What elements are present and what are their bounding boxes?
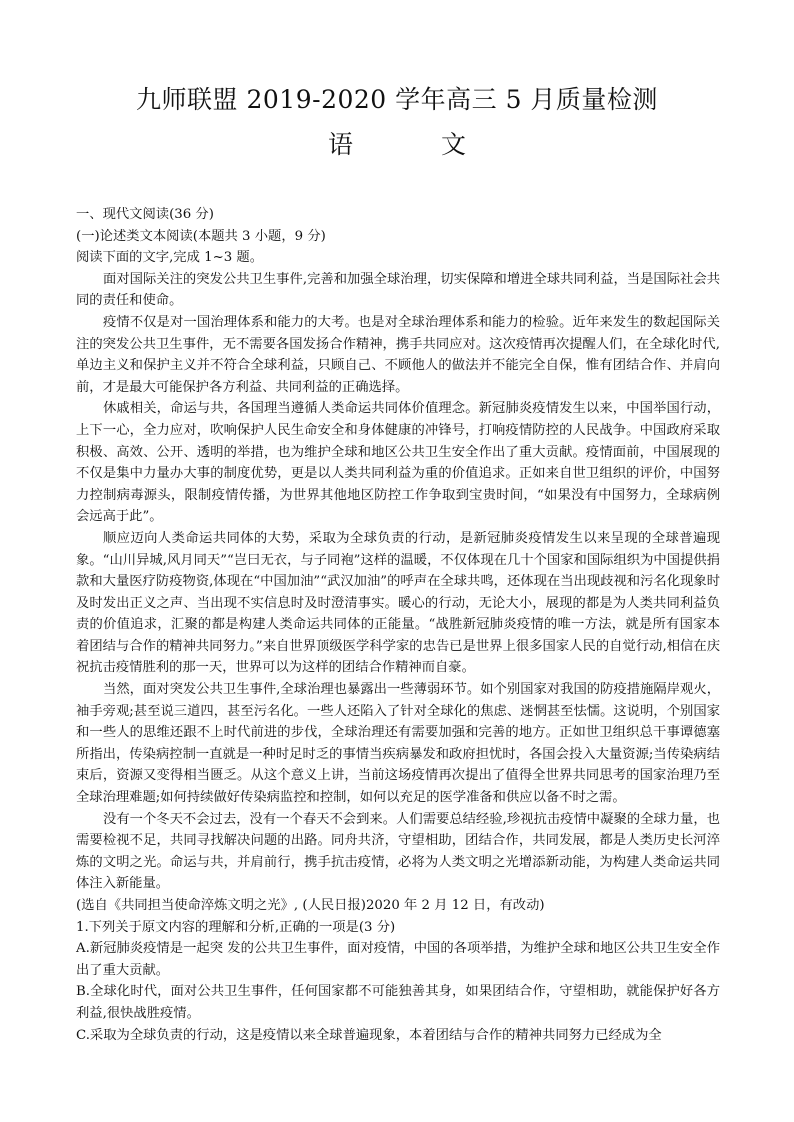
article-source: (选自《共同担当使命淬炼文明之光》, (人民日报)2020 年 2 月 12 日，有改动): [76, 898, 545, 913]
question-1-option-b: B.全球化时代，面对公共卫生事件，任何国家都不可能独善其身，如果团结合作，守望相助，就能保护好各方利益,很快战胜疫情。: [76, 984, 720, 1021]
page-title: 九师联盟 2019-2020 学年高三 5 月质量检测: [136, 85, 658, 114]
article-paragraph-5: 当然，面对突发公共卫生事件,全球治理也暴露出一些薄弱环节。如个别国家对我国的防疫措施隔岸观火，袖手旁观;甚至说三道四，甚至污名化。一些人还陷入了针对全球化的焦虑、迷惘甚至怯懦。这说明，个别国家和一些人的思维还跟不上时代前进的步伐，全球治理还有需要加强和完善的地方。正如世卫组织总干事谭德塞所指出，传染病控制一直就是一种时足时乏的事情当疾病暴发和政府担忧时，各国会投入大量资源;当传染病结束后，资源又变得相当匮乏。从这个意义上讲，当前这场疫情再次提出了值得全世界共同思考的国家治理乃至全球治理难题;如何持续做好传染病监控和控制，如何以充足的医学准备和供应以备不时之需。: [76, 682, 720, 806]
article-paragraph-6: 没有一个冬天不会过去，没有一个春天不会到来。人们需要总结经验,珍视抗击疫情中凝聚的全球力量，也需要检视不足，共同寻找解决问题的出路。同舟共济，守望相助，团结合作，共同发展，都是人类历史长河淬炼的文明之光。命运与共，并肩前行，携手抗击疫情，必将为人类文明之光增添新动能，为构建人类命运共同体注入新能量。: [76, 811, 720, 892]
section-heading: 一、现代文阅读(36 分): [76, 207, 214, 222]
section-subheading: (一)论述类文本阅读(本题共 3 小题，9 分): [76, 228, 326, 244]
reading-instruction: 阅读下面的文字,完成 1~3 题。: [76, 250, 264, 266]
article-paragraph-4: 顺应迈向人类命运共同体的大势，采取为全球负责的行动，是新冠肺炎疫情发生以来呈现的全球普遍现象。“山川异城,风月同天”“岂曰无衣，与子同袍”这样的温暖，不仅体现在几十个国家和国际组织为中国提供捐款和大量医疗防疫物资,体现在“中国加油”“武汉加油”的呼声在全球共鸣，还体现在当出现歧视和污名化现象时及时发出正义之声、当出现不实信息时及时澄清事实。暖心的行动，无论大小，展现的都是为人类共同利益负责的价值追求，汇聚的都是构建人类命运共同体的正能量。“战胜新冠肺炎疫情的唯一方法，就是所有国家本着团结与合作的精神共同努力。”来自世界顶级医学科学家的忠告已是世界上很多国家人民的自觉行动,相信在庆祝抗击疫情胜利的那一天，世界可以为这样的团结合作精神而自豪。: [76, 530, 720, 676]
question-1-option-c: C.采取为全球负责的行动，这是疫情以来全球普遍现象，本着团结与合作的精神共同努力已经成为全: [76, 1027, 662, 1043]
article-paragraph-1: 面对国际关注的突发公共卫生事件,完善和加强全球治理，切实保障和增进全球共同利益，当是国际社会共同的责任和使命。: [76, 271, 720, 309]
article-paragraph-2: 疫情不仅是对一国治理体系和能力的大考。也是对全球治理体系和能力的检验。近年来发生的数起国际关注的突发公共卫生事件，无不需要各国发扬合作精神，携手共同应对。这次疫情再次提醒人们，在全球化时代,单边主义和保护主义并不符合全球利益，只顾自己、不顾他人的做法并不能完全自保，惟有团结合作、并肩向前，才是最大可能保护各方利益、共同利益的正确选择。: [76, 314, 720, 395]
question-1-option-a: A.新冠肺炎疫情是一起突 发的公共卫生事件，面对疫情，中国的各项举措，为维护全球和地区公共卫生安全作出了重大贡献。: [76, 941, 720, 978]
article-paragraph-3: 休戚相关，命运与共，各国理当遵循人类命运共同体价值理念。新冠肺炎疫情发生以来，中国举国行动，上下一心，全力应对，吹响保护人民生命安全和身体健康的冲锋号，打响疫情防控的人民战争。中国政府采取积极、高效、公开、透明的举措，也为维护全球和地区公共卫生安全作出了重大贡献。疫情面前，中国展现的不仅是集中力量办大事的制度优势，更是以人类共同利益为重的价值追求。正如来自世卫组织的评价，中国努力控制病毒源头，限制疫情传播，为世界其他地区防控工作争取到宝贵时间，“如果没有中国努力，全球病例会远高于此”。: [76, 401, 720, 525]
document-body: [76, 204, 720, 1046]
subject-title: 语 文: [328, 130, 506, 159]
question-1-stem: 1.下列关于原文内容的理解和分析,正确的一项是(3 分): [76, 919, 396, 935]
